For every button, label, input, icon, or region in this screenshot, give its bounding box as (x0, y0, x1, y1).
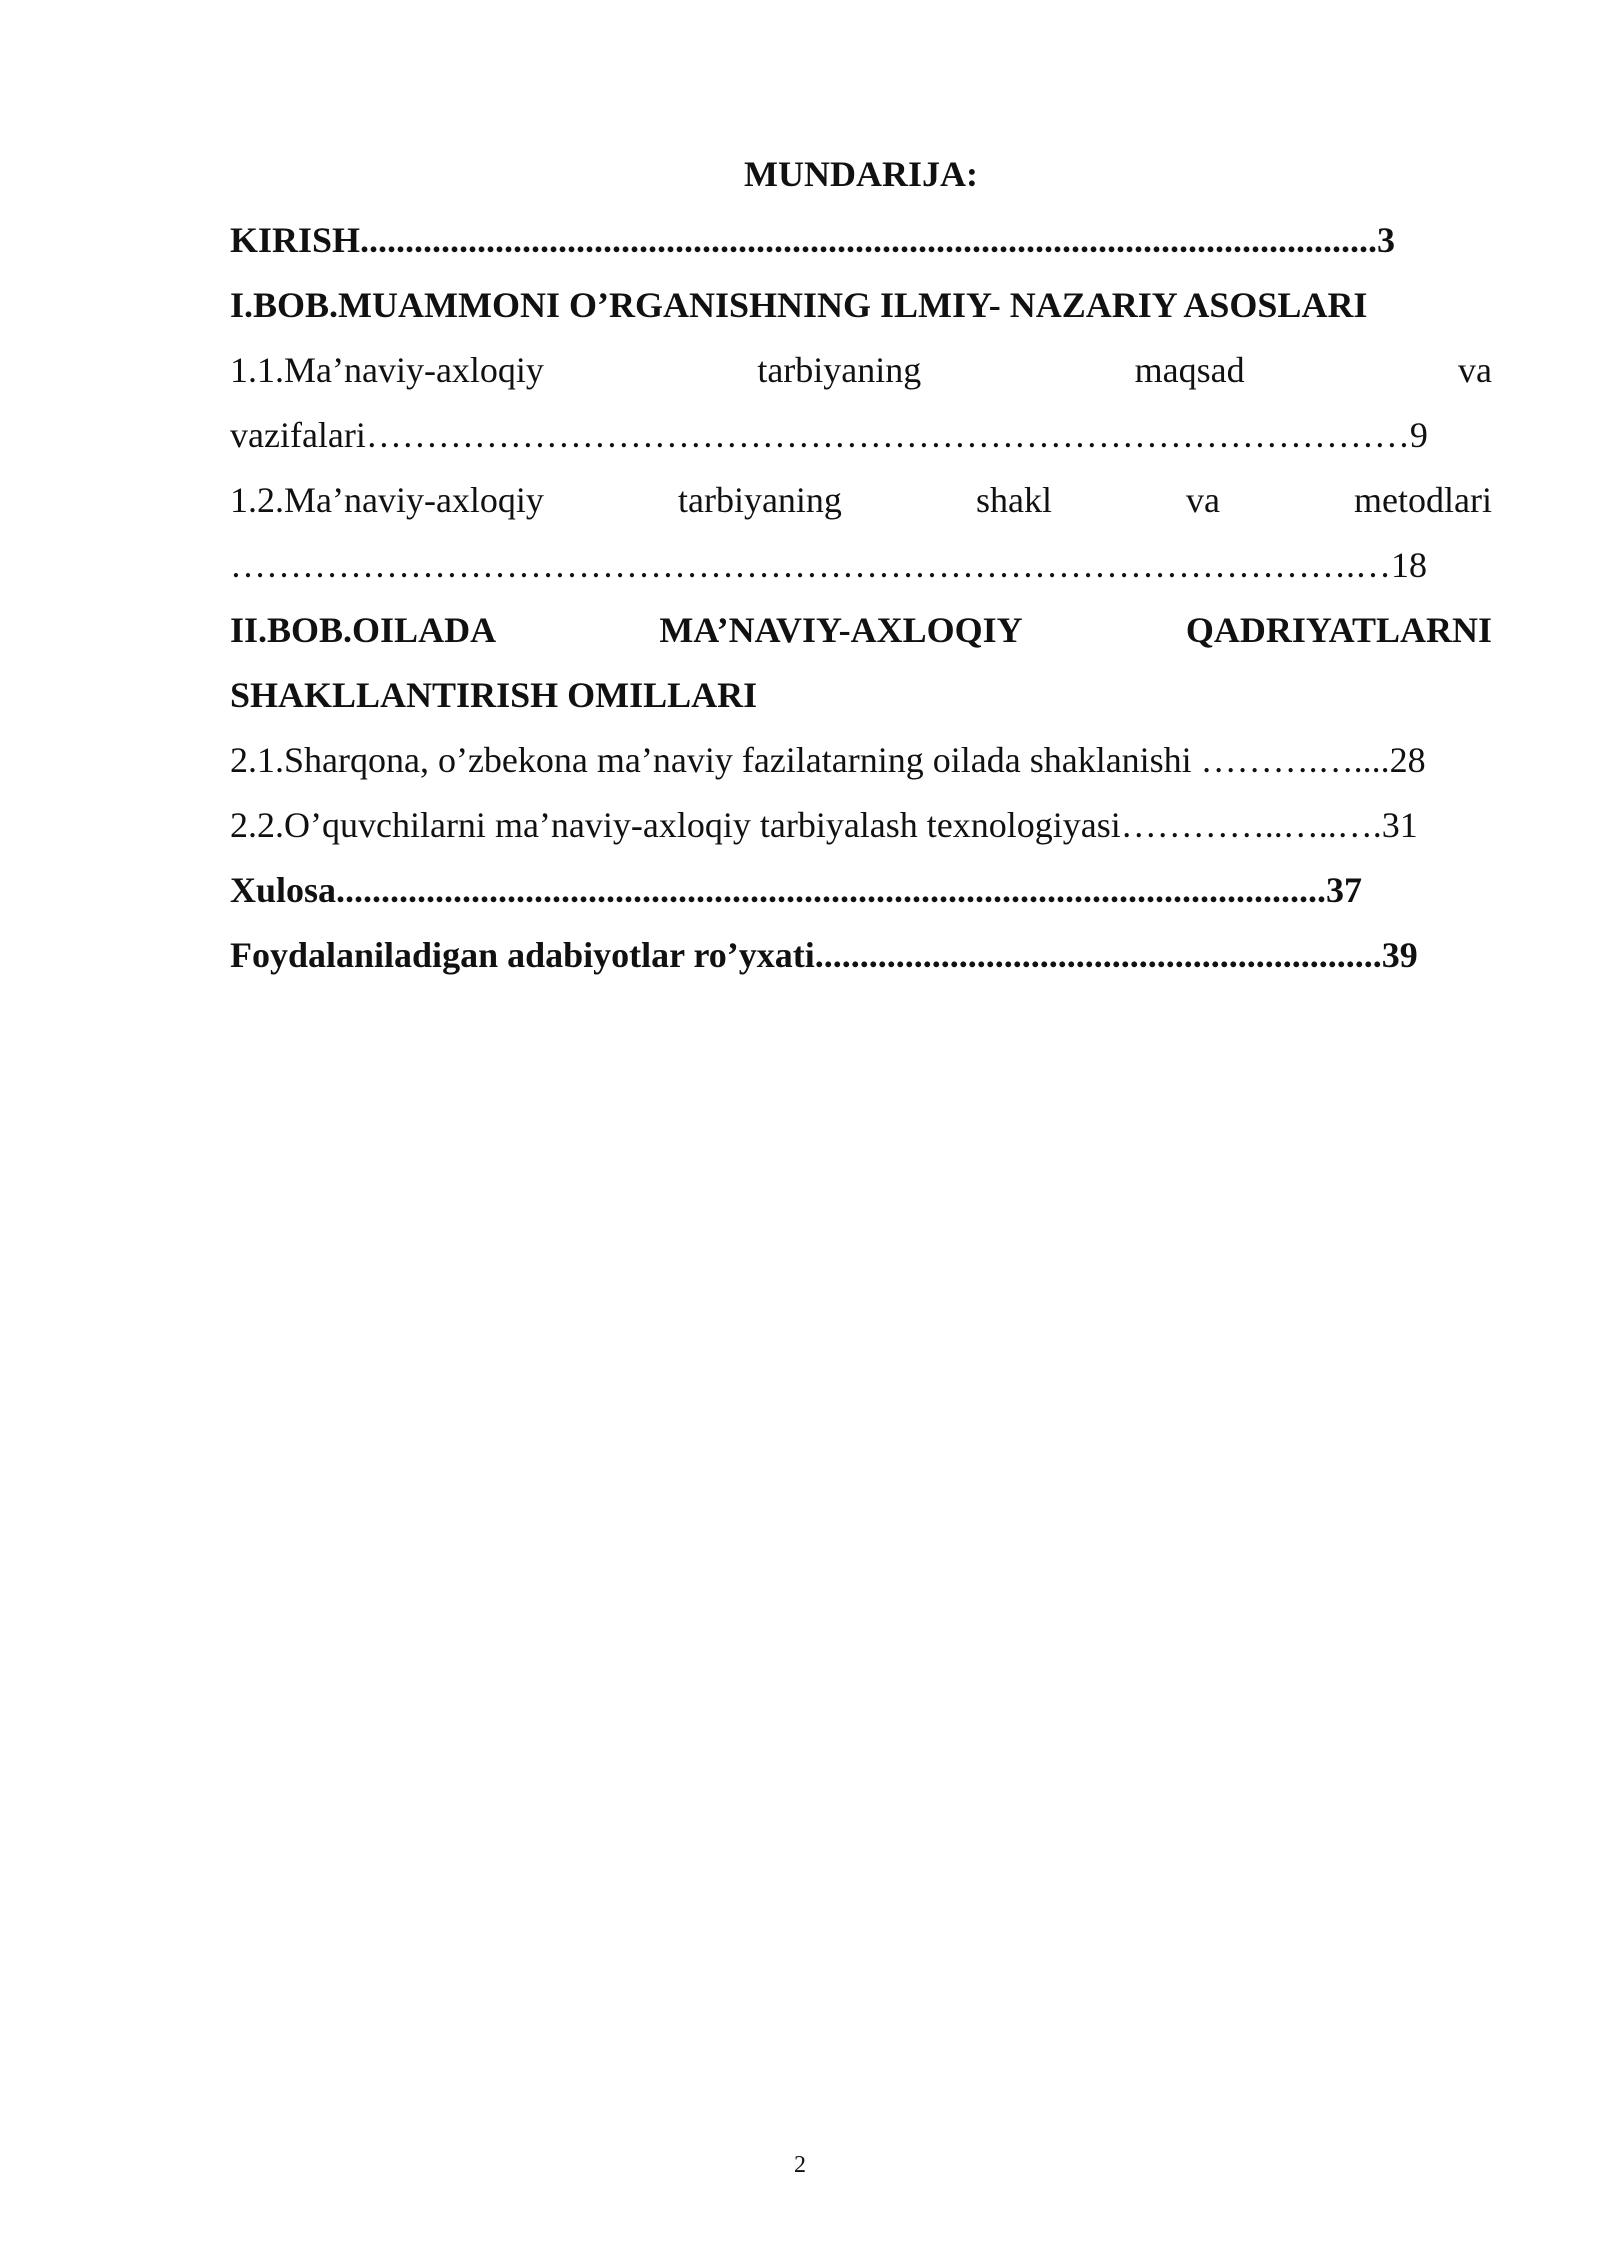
toc-chapter-2-word: II.BOB.OILADA (230, 610, 497, 650)
toc-entry-1-1 (230, 348, 1492, 392)
toc-entry-1-1-word: va (1457, 350, 1492, 390)
toc-chapter-2 (230, 608, 1492, 652)
toc-entry-1-2-word: tarbiyaning (677, 480, 842, 520)
toc-entry-2-1: 2.1.Sharqona, o’zbekona ma’naviy fazilatarning oilada shaklanishi ……….…....28 (230, 740, 1426, 780)
toc-entry-1-1-word: 1.1.Ma’naviy-axloqiy (230, 350, 544, 390)
toc-entry-1-2 (230, 478, 1492, 522)
toc-entry-1-2-word: 1.2.Ma’naviy-axloqiy (230, 480, 544, 520)
toc-chapter-2-word: MA’NAVIY-AXLOQIY (659, 610, 1023, 650)
toc-entry-1-1-continuation: vazifalari……………………………………………………………………………9 (230, 415, 1428, 455)
toc-entry-bibliography: Foydalaniladigan adabiyotlar ro’yxati...............................................................39 (230, 935, 1418, 975)
toc-entry-1-2-word: shakl (975, 480, 1052, 520)
toc-entry-kirish: KIRISH.................................................................................................................3 (230, 220, 1396, 260)
toc-entry-1-1-word: maqsad (1134, 350, 1245, 390)
toc-title: MUNDARIJA: (744, 154, 978, 194)
toc-chapter-1: I.BOB.MUAMMONI O’RGANISHNING ILMIY- NAZARIY ASOSLARI (230, 285, 1368, 325)
toc-entry-1-2-continuation: ………………………………………………………………………………….…18 (230, 545, 1427, 585)
toc-entry-1-2-word: va (1185, 480, 1220, 520)
toc-chapter-2-continuation: SHAKLLANTIRISH OMILLARI (230, 675, 758, 715)
toc-entry-2-2: 2.2.O’quvchilarni ma’naviy-axloqiy tarbiyalash texnologiyasi…………..…..….31 (230, 805, 1418, 845)
page-number: 2 (794, 2152, 806, 2178)
toc-chapter-2-word: QADRIYATLARNI (1185, 610, 1492, 650)
toc-entry-xulosa: Xulosa..............................................................................................................37 (230, 870, 1363, 910)
toc-entry-1-2-word: metodlari (1354, 480, 1492, 520)
toc-entry-1-1-word: tarbiyaning (757, 350, 922, 390)
